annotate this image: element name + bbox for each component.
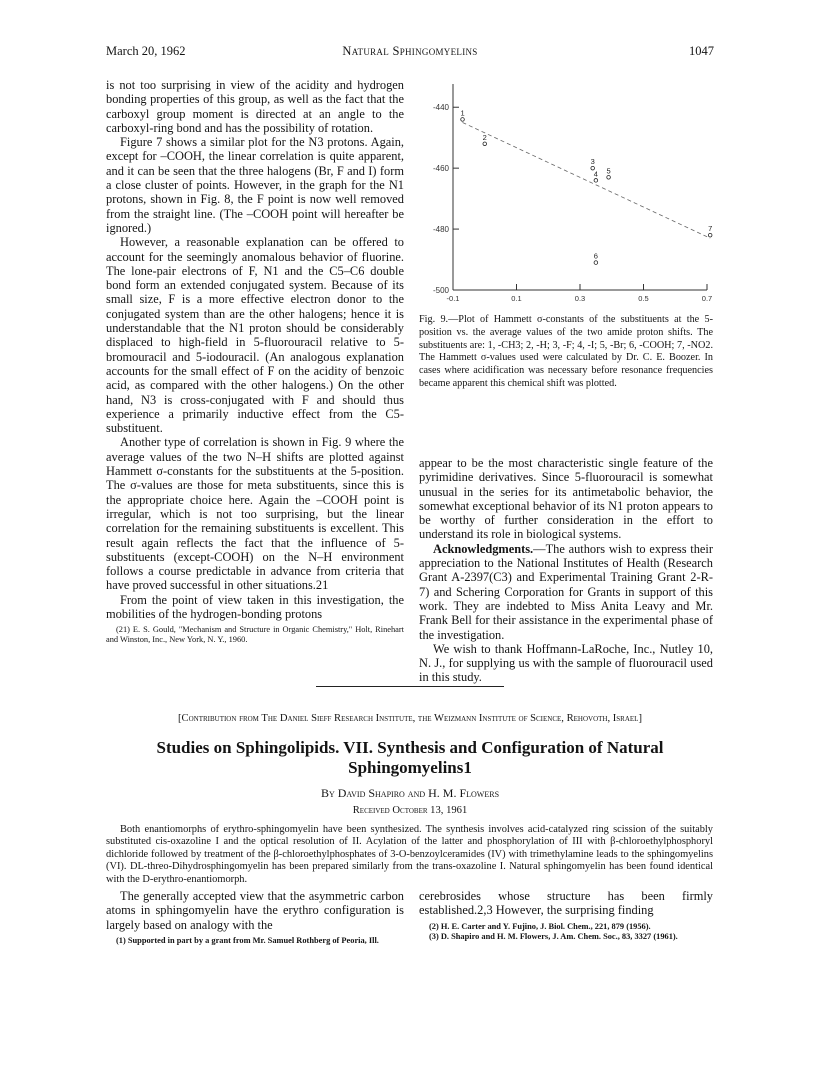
x-tick-label: -0.1 [446, 294, 460, 303]
abstract: Both enantiomorphs of erythro-sphingomyelin have been synthesized. The synthesis involves acid-catalyzed ring scission of the suitably substituted cis-oxazoline I and the optical resolution of II. Acylation of the latter and phosphorylation of III with β-chloroethylphosphoryl dichloride followed by treatment of the β-chloroethylphosphates of 3-O-benzoylceramides (IV) with trimethylamine leads to the sphingomyelins (VI). DL-threo-Dihydrosphingomyelin has been prepared similarly from the trans-oxazoline I. Natural sphingomyelin has been found identical with the D-erythro-enantiomorph. [106, 824, 713, 885]
running-title: Natural Sphingomyelins [342, 44, 478, 58]
paragraph: However, a reasonable explanation can be offered to account for the seemingly anomalous behavior of fluorine. The lone-pair electrons of F, N1 and the C5–C6 double bond form an extended conjugated system. Because of its small size, F is a more effective electron donor to the conjugated system than are the other halogens; hence it is understandable that the N1 proton should be considerably displaced to high-field in 5-fluorouracil relative to 5-bromouracil and 5-iodouracil. (An analogous explanation accounts for the small effect of F on the acidity of benzoic acid, as compared with the other halogens.) On the other hand, N3 is cross-conjugated with F and should thus experience a primarily inductive effect from the C5-substituent. [106, 235, 404, 436]
point-label: 7 [708, 224, 713, 234]
x-tick-label: 0.7 [701, 294, 713, 303]
article-title-line-1: Studies on Sphingolipids. VII. Synthesis and Configuration of Natural [156, 738, 664, 757]
received-date: Received October 13, 1961 [352, 805, 468, 816]
ack-heading: Acknowledgments. [433, 541, 534, 556]
data-point [461, 118, 465, 122]
x-tick-label: 0.3 [574, 294, 586, 303]
footnote: (2) H. E. Carter and Y. Fujino, J. Biol. Chem., 221, 879 (1956). [429, 921, 651, 931]
point-label: 2 [482, 132, 487, 142]
intro-left-column [106, 889, 404, 946]
point-label: 4 [593, 169, 598, 179]
figure-caption: Fig. 9.—Plot of Hammett σ-constants of the substituents at the 5-position vs. the average values of the two amide proton shifts. The substituents are: 1, -CH3; 2, -H; 3, -F; 4, -I; 5, -Br; 6, -COOH; 7, -NO2. The Hammett σ-values used were calculated by Dr. C. E. Boozer. In cases where acidification was necessary before resonance frequencies became apparent this chemical shift was plotted. [419, 314, 713, 389]
paragraph: cerebrosides whose structure has been firmly established.2,3 However, the surprising finding [419, 889, 713, 918]
y-tick-label: -500 [432, 286, 449, 295]
header-date: March 20, 1962 [106, 44, 186, 58]
y-tick-label: -480 [432, 225, 449, 235]
point-label: 5 [606, 166, 611, 176]
authors: By David Shapiro and H. M. Flowers [320, 786, 500, 800]
y-tick-label: -440 [432, 103, 449, 113]
data-point [607, 175, 611, 179]
paragraph: Another type of correlation is shown in Fig. 9 where the average values of the two N–H shifts are plotted against Hammett σ-constants for the substituents at the 5-position. The σ-values are those for meta substituents, since this is the appropriate choice here. Again the –COOH point is irregular, which is not too surprising, but the linear correlation for the remaining substituents is excellent. This result again reflects the fact that the influence of 5-substituents (except-COOH) on the N–H environment follows a course predictable in advance from criteria that have proved successful in other situations.21 [106, 435, 404, 593]
data-point [594, 179, 598, 183]
data-point [708, 233, 712, 237]
point-label: 3 [590, 157, 595, 167]
footnote: (1) Supported in part by a grant from Mr. Samuel Rothberg of Peoria, Ill. [116, 935, 379, 945]
paragraph: From the point of view taken in this investigation, the mobilities of the hydrogen-bonding protons [106, 592, 404, 621]
separator-rule [316, 686, 504, 687]
acknowledgments [419, 542, 713, 642]
point-label: 1 [460, 108, 465, 118]
ack-text: —The authors wish to express their appreciation to the National Institutes of Health (Research Grant A-2397(C3) and Experimental Training Grant 2-R-7) and Schering Corporation for Grants in support of this work. They are indebted to Miss Anita Leavy and Mr. Frank Bell for their assistance in the experimental phase of the investigation. [419, 541, 713, 642]
footnote: (21) E. S. Gould, "Mechanism and Structure in Organic Chemistry," Holt, Rinehart and Winston, Inc., New York, N. Y., 1960. [106, 625, 404, 645]
fit-line [463, 122, 711, 238]
contribution-line: [Contribution from The Daniel Sieff Research Institute, the Weizmann Institute of Science, Rehovoth, Israel] [178, 713, 642, 724]
data-point [594, 261, 598, 265]
footnote: (3) D. Shapiro and H. M. Flowers, J. Am. Chem. Soc., 83, 3327 (1961). [429, 931, 678, 941]
point-label: 6 [593, 251, 598, 261]
x-tick-label: 0.5 [638, 294, 649, 303]
paragraph: Figure 7 shows a similar plot for the N3 protons. Again, except for –COOH, the linear correlation is quite apparent, and it can be seen that the three halogens (Br, F and I) form a close cluster of points. However, in the graph for the N1 protons, shown in Fig. 8, the F point is now well removed from the straight line. (The –COOH point will hereafter be ignored.) [106, 135, 404, 235]
right-column [419, 456, 713, 685]
data-point [483, 142, 487, 146]
x-tick-label: 0.1 [511, 294, 522, 303]
paragraph: is not too surprising in view of the acidity and hydrogen bonding properties of this group, as well as the fact that the carboxyl group moment is directed at an angle to the carboxyl-ring bond and has the possibility of rotation. [106, 78, 404, 135]
page-number: 1047 [689, 44, 714, 58]
figure-9-chart [415, 78, 715, 308]
left-column [106, 78, 404, 646]
intro-right-column [419, 889, 713, 942]
paragraph: We wish to thank Hoffmann-LaRoche, Inc., Nutley 10, N. J., for supplying us with the sample of fluorouracil used in this study. [419, 641, 713, 685]
article-title-line-2: Sphingomyelins1 [348, 758, 472, 777]
paragraph: appear to be the most characteristic single feature of the pyrimidine derivatives. Since 5-fluorouracil is somewhat unusual in the series for its antimetabolic behavior, the somewhat exceptional behavior of its N1 proton appears to be worthy of further consideration in the effort to understand its role in biological systems. [419, 456, 713, 542]
y-tick-label: -460 [432, 164, 449, 174]
paragraph: The generally accepted view that the asymmetric carbon atoms in sphingomyelin have the erythro configuration is largely based on analogy with the [106, 889, 404, 932]
